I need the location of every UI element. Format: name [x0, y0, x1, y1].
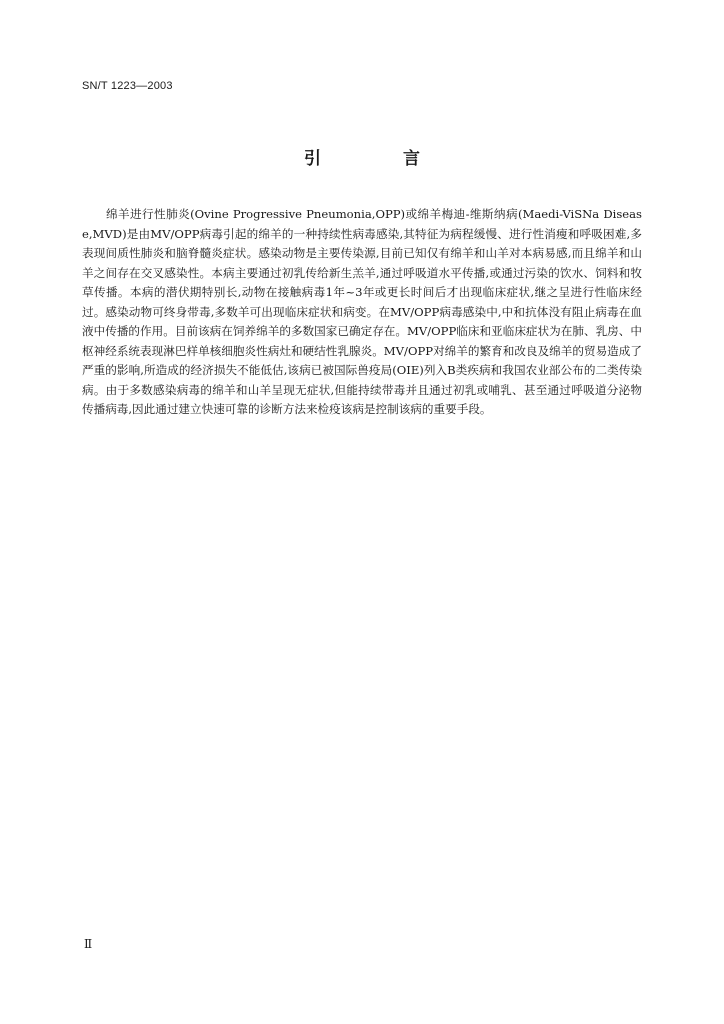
standard-code: SN/T 1223—2003 — [82, 80, 173, 92]
body-paragraph: 绵羊进行性肺炎(Ovine Progressive Pneumonia,OPP)或绵羊梅迪-维斯纳病(Maedi-ViSNa Disease,MVD)是由MV/OPP病毒引起的绵羊的一种持续性病毒感染,其特征为病程缓慢、进行性消瘦和呼吸困难,多表现间质性肺炎和脑脊髓炎症状。感染动物是主要传染源,目前已知仅有绵羊和山羊对本病易感,而且绵羊和山羊之间存在交叉感染性。本病主要通过初乳传给新生羔羊,通过呼吸道水平传播,或通过污染的饮水、饲料和牧草传播。本病的潜伏期特别长,动物在接触病毒1年~3年或更长时间后才出现临床症状,继之呈进行性临床经过。感染动物可终身带毒,多数羊可出现临床症状和病变。在MV/OPP病毒感染中,中和抗体没有阻止病毒在血液中传播的作用。目前该病在饲养绵羊的多数国家已确定存在。MV/OPP临床和亚临床症状为在肺、乳房、中枢神经系统表现淋巴样单核细胞炎性病灶和硬结性乳腺炎。MV/OPP对绵羊的繁育和改良及绵羊的贸易造成了严重的影响,所造成的经济损失不能低估,该病已被国际兽疫局(OIE)列入B类疾病和我国农业部公布的二类传染病。由于多数感染病毒的绵羊和山羊呈现无症状,但能持续带毒并且通过初乳或哺乳、甚至通过呼吸道分泌物传播病毒,因此通过建立快速可靠的诊断方法来检疫该病是控制该病的重要手段。 — [82, 207, 642, 416]
page-number: Ⅱ — [84, 937, 93, 951]
page-title: 引 言 — [304, 149, 458, 169]
